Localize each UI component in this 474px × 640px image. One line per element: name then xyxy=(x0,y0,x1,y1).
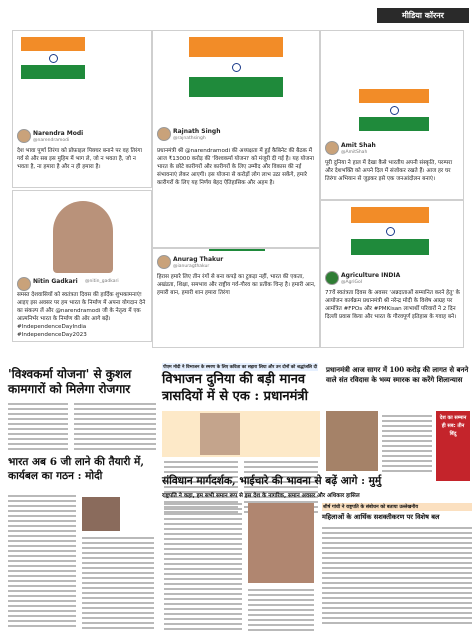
flag-icon xyxy=(209,248,265,251)
article-text xyxy=(382,415,432,475)
tweet-text: प्रधानमंत्री श्री @narendramodi की अध्यक्षता में हुई कैबिनेट की बैठक में आज ₹13000 करोड़ की 'विश्वकर्मा योजना' को मंजूरी दी गई है। यह योजना भारत के छोटे कारीगरों और कारीगरों के लिए उम्मीद और विकास की नई संभावनाएं लेकर आएगी। इस योजना से करोड़ों लोग लाभ उठा सकेंगे, हमारे कारीगरों के लिए यह निर्णय बेहद ऐतिहासिक और अहम है। xyxy=(157,148,314,186)
tweet-author: Amit Shah xyxy=(341,142,376,149)
tweet-handle: @AgriGoI xyxy=(341,280,363,285)
article-text xyxy=(82,537,154,632)
subheadline-murmu: राष्ट्रपति ने कहा, हम सभी समान रूप से इस देश के नागरिक, समान अवसर और अधिकार हासिल xyxy=(162,493,360,499)
kicker: पीएम मोदी ने विभाजन के स्मरण के लिए कविता का सहारा लिया और उन दोनों को श्रद्धांजलि दी xyxy=(163,365,317,370)
tweet-author: Nitin Gadkari xyxy=(33,278,78,285)
avatar xyxy=(325,141,339,155)
headline-women: महिलाओं के आर्थिक सशक्तीकरण पर विशेष बल xyxy=(322,513,440,521)
portrait-photo xyxy=(82,497,120,531)
avatar xyxy=(17,277,31,291)
avatar xyxy=(157,255,171,269)
tweet-author: Agriculture INDIA xyxy=(341,272,401,279)
tweet-handle: @nitin_gadkari xyxy=(85,279,119,284)
tweet-card-agriculture xyxy=(320,200,464,348)
headline-ravidas: प्रधानमंत्री आज सागर में 100 करोड़ की लागत से बनने वाले संत रविदास के भव्य स्मारक का करेंगे शिलान्यास xyxy=(326,365,469,384)
section-tag: मीडिया कॉरनर xyxy=(377,8,469,23)
article-text xyxy=(164,503,242,633)
avatar xyxy=(325,271,339,285)
portrait-photo xyxy=(326,411,378,471)
tweet-author: Narendra Modi xyxy=(33,130,84,137)
tweet-text: समस्त देशवासियों को स्वतंत्रता दिवस की हार्दिक शुभकामनाएं! आइए इस अवसर पर हम भारत के निर्माण में अपना योगदान देने का संकल्प लें और @narendramodi जी के नेतृत्व में एक आत्मनिर्भर भारत के निर्माण की ओर आगे बढ़ें। #IndependenceDayIndia #IndependenceDay2023 xyxy=(17,292,146,338)
tweet-handle: @ianuragthakur xyxy=(173,264,210,269)
tweet-text: 77वें स्वतंत्रता दिवस के अवसर 'अन्नदाताओं सम्मानित करने हेतु' के आयोजन कार्यक्रम प्रधानमंत्री श्री नरेन्द्र मोदी के विशेष आग्रह पर आमंत्रित #FPOs और #PMKisan लाभार्थी परिवारों ने 2 दिन दिल्ली प्रवास किया और भारत के गौरवपूर्ण इतिहास के गवाह बने। xyxy=(325,290,460,320)
tweet-card-amitshah xyxy=(320,30,464,200)
tweet-author: Anurag Thakur xyxy=(173,256,224,263)
headline-murmu: संविधान मार्गदर्शक, भाईचारे की भावना से बढ़ें आगे : मुर्मु xyxy=(162,475,382,487)
tweet-handle: @rajnathsingh xyxy=(173,136,206,141)
tweet-text: हिरास हमारे लिए तीन रंगों से बना कपड़े का टुकड़ा नहीं, भारत की एकता, अखंडता, शिक्षा, समभाव और राष्ट्रीय गर्व-गौरव का प्रतीक चिन्ह है। हमारी आन, हमारी बान, हमारी शान हमारा तिरंगा xyxy=(157,274,316,296)
tweet-author: Rajnath Singh xyxy=(173,128,221,135)
article-panel xyxy=(162,411,320,457)
tweet-text: देश भावा पूर्णा तिरंगा को प्रोफ़ाइल पिक्चर बनाने पर वह तिरंगा गर्व से और सब इस मुहिम में भाग ले, जो न भवता है, जो न भवता है, ना हमारा है और न ही हमारा है। xyxy=(17,148,142,170)
flag-icon xyxy=(189,37,283,97)
tweet-text: पूरी दुनिया ने हाल में देखा कैसे भारतीय अपनी संस्कृति, परम्परा और देशभक्ति को अपने दिल में संजोकर रखते हैं। आज हर घर तिरंगा अभियान से जुड़कर इसे एक जनआंदोलन बनाएं। xyxy=(325,160,453,182)
headline-6g: भारत अब 6 जी लाने की तैयारी में, कार्यबल का गठन : मोदी xyxy=(8,456,144,482)
newspaper-clippings xyxy=(0,355,474,640)
flag-icon xyxy=(21,37,85,79)
article-text xyxy=(8,403,68,453)
article-text xyxy=(8,495,76,630)
kicker: शीर्ष गांधी ने राष्ट्रपति के संबोधन को बताया उल्लेखनीय xyxy=(322,503,472,511)
tweet-card-gadkari xyxy=(12,190,152,342)
tweet-card-rajnath xyxy=(152,30,320,248)
president-photo xyxy=(248,503,314,583)
article-text xyxy=(74,403,156,453)
flag-icon xyxy=(359,89,429,131)
portrait-photo xyxy=(53,201,113,273)
tweet-handle: @AmitShah xyxy=(341,150,368,155)
tweet-card-anurag xyxy=(152,248,320,348)
tweet-card-modi xyxy=(12,30,152,188)
headline-vishwakarma: 'विश्वकर्मा योजना' से कुशल कामगारों को मिलेगा रोजगार xyxy=(8,367,132,396)
tweet-handle: @narendramodi xyxy=(33,138,70,143)
avatar xyxy=(17,129,31,143)
article-text xyxy=(322,527,472,627)
article-text xyxy=(248,589,314,634)
pm-photo xyxy=(200,413,240,455)
highlight-box: देश का सम्मान ही सब: तीन बिंदु xyxy=(436,411,470,481)
headline-partition: विभाजन दुनिया की बड़ी मानव त्रासदियों में से एक : प्रधानमंत्री xyxy=(162,372,308,404)
flag-icon xyxy=(351,207,429,255)
avatar xyxy=(157,127,171,141)
